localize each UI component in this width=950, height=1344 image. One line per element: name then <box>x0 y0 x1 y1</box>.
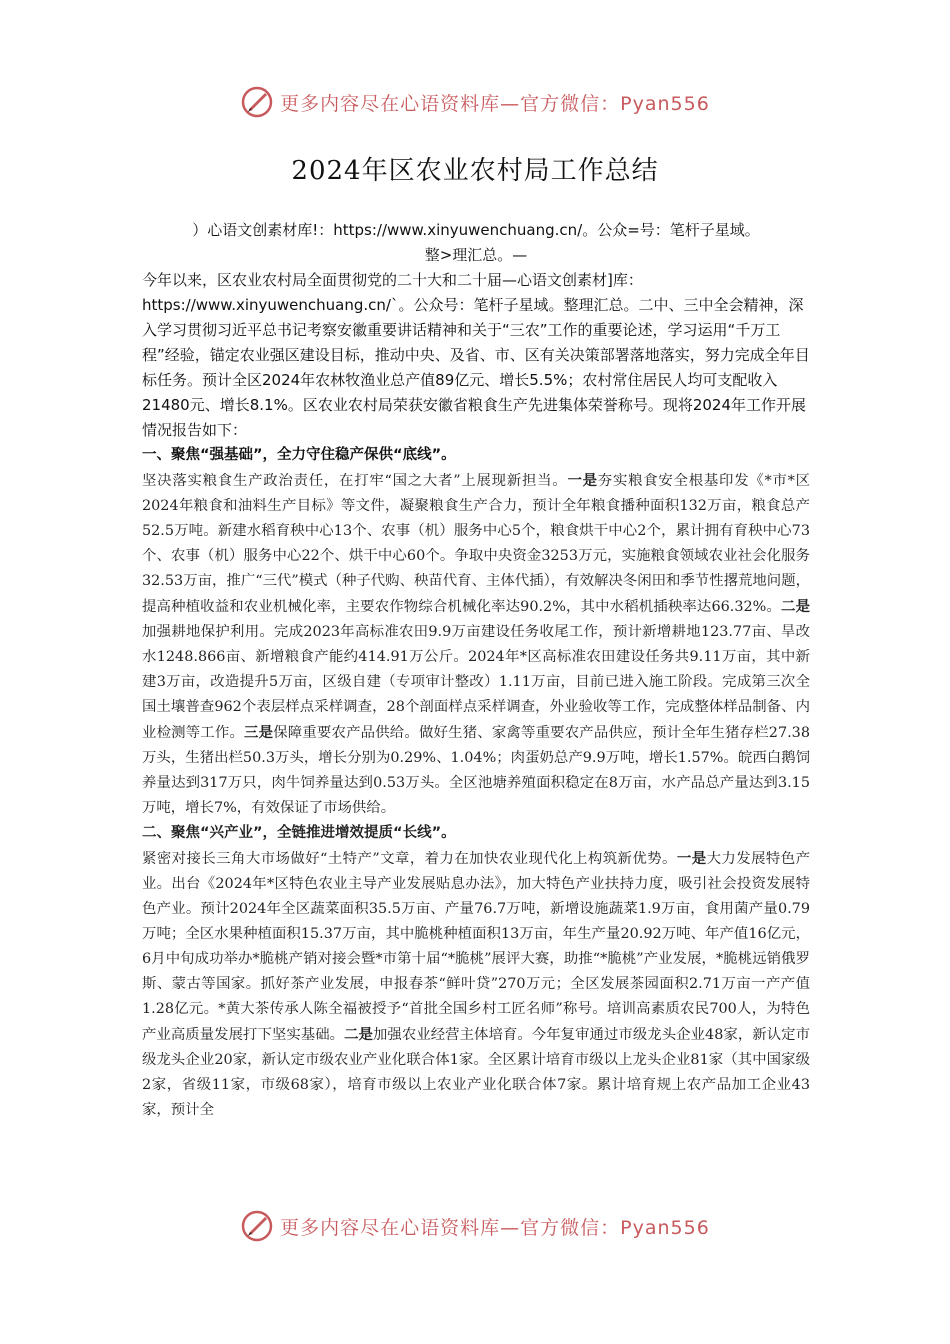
brush-logo-icon <box>240 1209 274 1243</box>
marker-first: 一是 <box>676 850 707 867</box>
section-1-paragraph <box>142 468 810 821</box>
s1-intro-text: 坚决落实粮食生产政治责任，在打牢“国之大者”上展现新担当。 <box>142 473 568 489</box>
s1-point-2: 加强耕地保护利用。完成2023年高标准农田9.9万亩建设任务收尾工作，预计新增耕地123.77亩、旱改水1248.866亩、新增粮食产能约414.91万公斤。2024年*区高标准农田建设任务共9.11万亩，其中新建3万亩，改造提升5万亩，区级自建（专项审计整改）1.11万亩，目前已进入施工阶段。完成第三次全国土壤普查962个表层样点采样调查，28个剖面样点采样调查，外业验收等工作，完成整体样品制备、内业检测等工作。 <box>142 624 810 741</box>
section-2-heading: 二、聚焦“兴产业”，全链推进增效提质“长线”。 <box>142 825 456 841</box>
s1-point-1: 夯实粮食安全根基印发《*市*区2024年粮食和油料生产目标》等文件，凝聚粮食生产合力，预计全年粮食播种面积132万亩，粮食总产52.5万吨。新建水稻育秧中心13个、农事（机）服务中心5个，粮食烘干中心2个，累计拥有育秧中心73个、农事（机）服务中心22个、烘干中心60个。争取中央资金3253万元，实施粮食领域农业社会化服务32.53万亩，推广“三代”模式（种子代购、秧苗代育、主体代插），有效解决冬闲田和季节性撂荒地问题，提高种植收益和农业机械化率，主要农作物综合机械化率达90.2%，其中水稻机插秧率达66.32%。 <box>142 473 810 615</box>
marker-first: 一是 <box>567 472 598 489</box>
footer-banner <box>0 1206 950 1246</box>
s2-point-1: 大力发展特色产业。出台《2024年*区特色农业主导产业发展贴息办法》，加大特色产业扶持力度，吸引社会投资发展特色产业。预计2024年全区蔬菜面积35.5万亩、产量76.7万吨，新增设施蔬菜1.9万亩，食用菌产量0.79万吨；全区水果种植面积15.37万亩，其中脆桃种植面积13万亩，年生产量20.92万吨、年产值16亿元，6月中旬成功举办*脆桃产销对接会暨*市第十届“*脆桃”展评大赛，助推“*脆桃”产业发展，*脆桃远销俄罗斯、蒙古等国家。抓好茶产业发展，申报春茶“鲜叶贷”270万元；全区发展茶园面积2.71万亩一产产值1.28亿元。*黄大茶传承人陈全福被授予“首批全国乡村工匠名师”称号。培训高素质农民700人，为特色产业高质量发展打下坚实基础。 <box>142 851 810 1043</box>
marker-third: 三是 <box>244 724 274 741</box>
s2-point-2: 加强农业经营主体培育。今年复审通过市级龙头企业48家，新认定市级龙头企业20家，新认定市级农业产业化联合体1家。全区累计培育市级以上龙头企业81家（其中国家级2家，省级11家，市级68家），培育市级以上农业产业化联合体7家。累计培育规上农产品加工企业43家，预计全 <box>142 1027 810 1118</box>
banner-text: 更多内容尽在心语资料库—官方微信：Pyan556 <box>280 92 710 115</box>
intro-line-1: ）心语文创素材库!：https://www.xinyuwenchuang.cn/。公众=号：笔杆子星域。 <box>192 221 760 239</box>
section-2-paragraph <box>142 846 810 1123</box>
body-text <box>142 468 810 1123</box>
marker-second: 二是 <box>344 1026 373 1043</box>
brush-logo-icon <box>240 85 274 119</box>
section-1-heading: 一、聚焦“强基础”，全力守住稳产保供“底线”。 <box>142 447 456 463</box>
intro-paragraph: 今年以来，区农业农村局全面贯彻党的二十大和二十届—心语文创素材]库：https://www.xinyuwenchuang.cn/`。公众号：笔杆子星域。整理汇总。二中、三中全会精神，深入学习贯彻习近平总书记考察安徽重要讲话精神和关于“三农”工作的重要论述，学习运用“千万工程”经验，锚定农业强区建设目标，推动中央、及省、市、区有关决策部署落地落实，努力完成全年目标任务。预计全区2024年农林牧渔业总产值89亿元、增长5.5%；农村常住居民人均可支配收入21480元、增长8.1%。区农业农村局荣获安徽省粮食生产先进集体荣誉称号。现将2024年工作开展情况报告如下： <box>142 271 810 439</box>
banner-text: 更多内容尽在心语资料库—官方微信：Pyan556 <box>280 1216 710 1239</box>
intro-line-2: 整>理汇总。— <box>424 246 528 264</box>
intro-block <box>142 218 810 443</box>
header-banner <box>0 82 950 122</box>
s1-point-3: 保障重要农产品供给。做好生猪、家禽等重要农产品供应，预计全年生猪存栏27.38万头，生猪出栏50.3万头，增长分别为0.29%、1.04%；肉蛋奶总产9.9万吨，增长1.57%。皖西白鹅饲养量达到317万只，肉牛饲养量达到0.53万头。全区池塘养殖面积稳定在8万亩，水产品总产量达到3.15万吨，增长7%，有效保证了市场供给。 <box>142 725 810 816</box>
marker-second: 二是 <box>781 598 810 615</box>
s2-intro-text: 紧密对接长三角大市场做好“土特产”文章，着力在加快农业现代化上构筑新优势。 <box>142 851 677 867</box>
page-title: 2024年区农业农村局工作总结 <box>291 156 659 186</box>
